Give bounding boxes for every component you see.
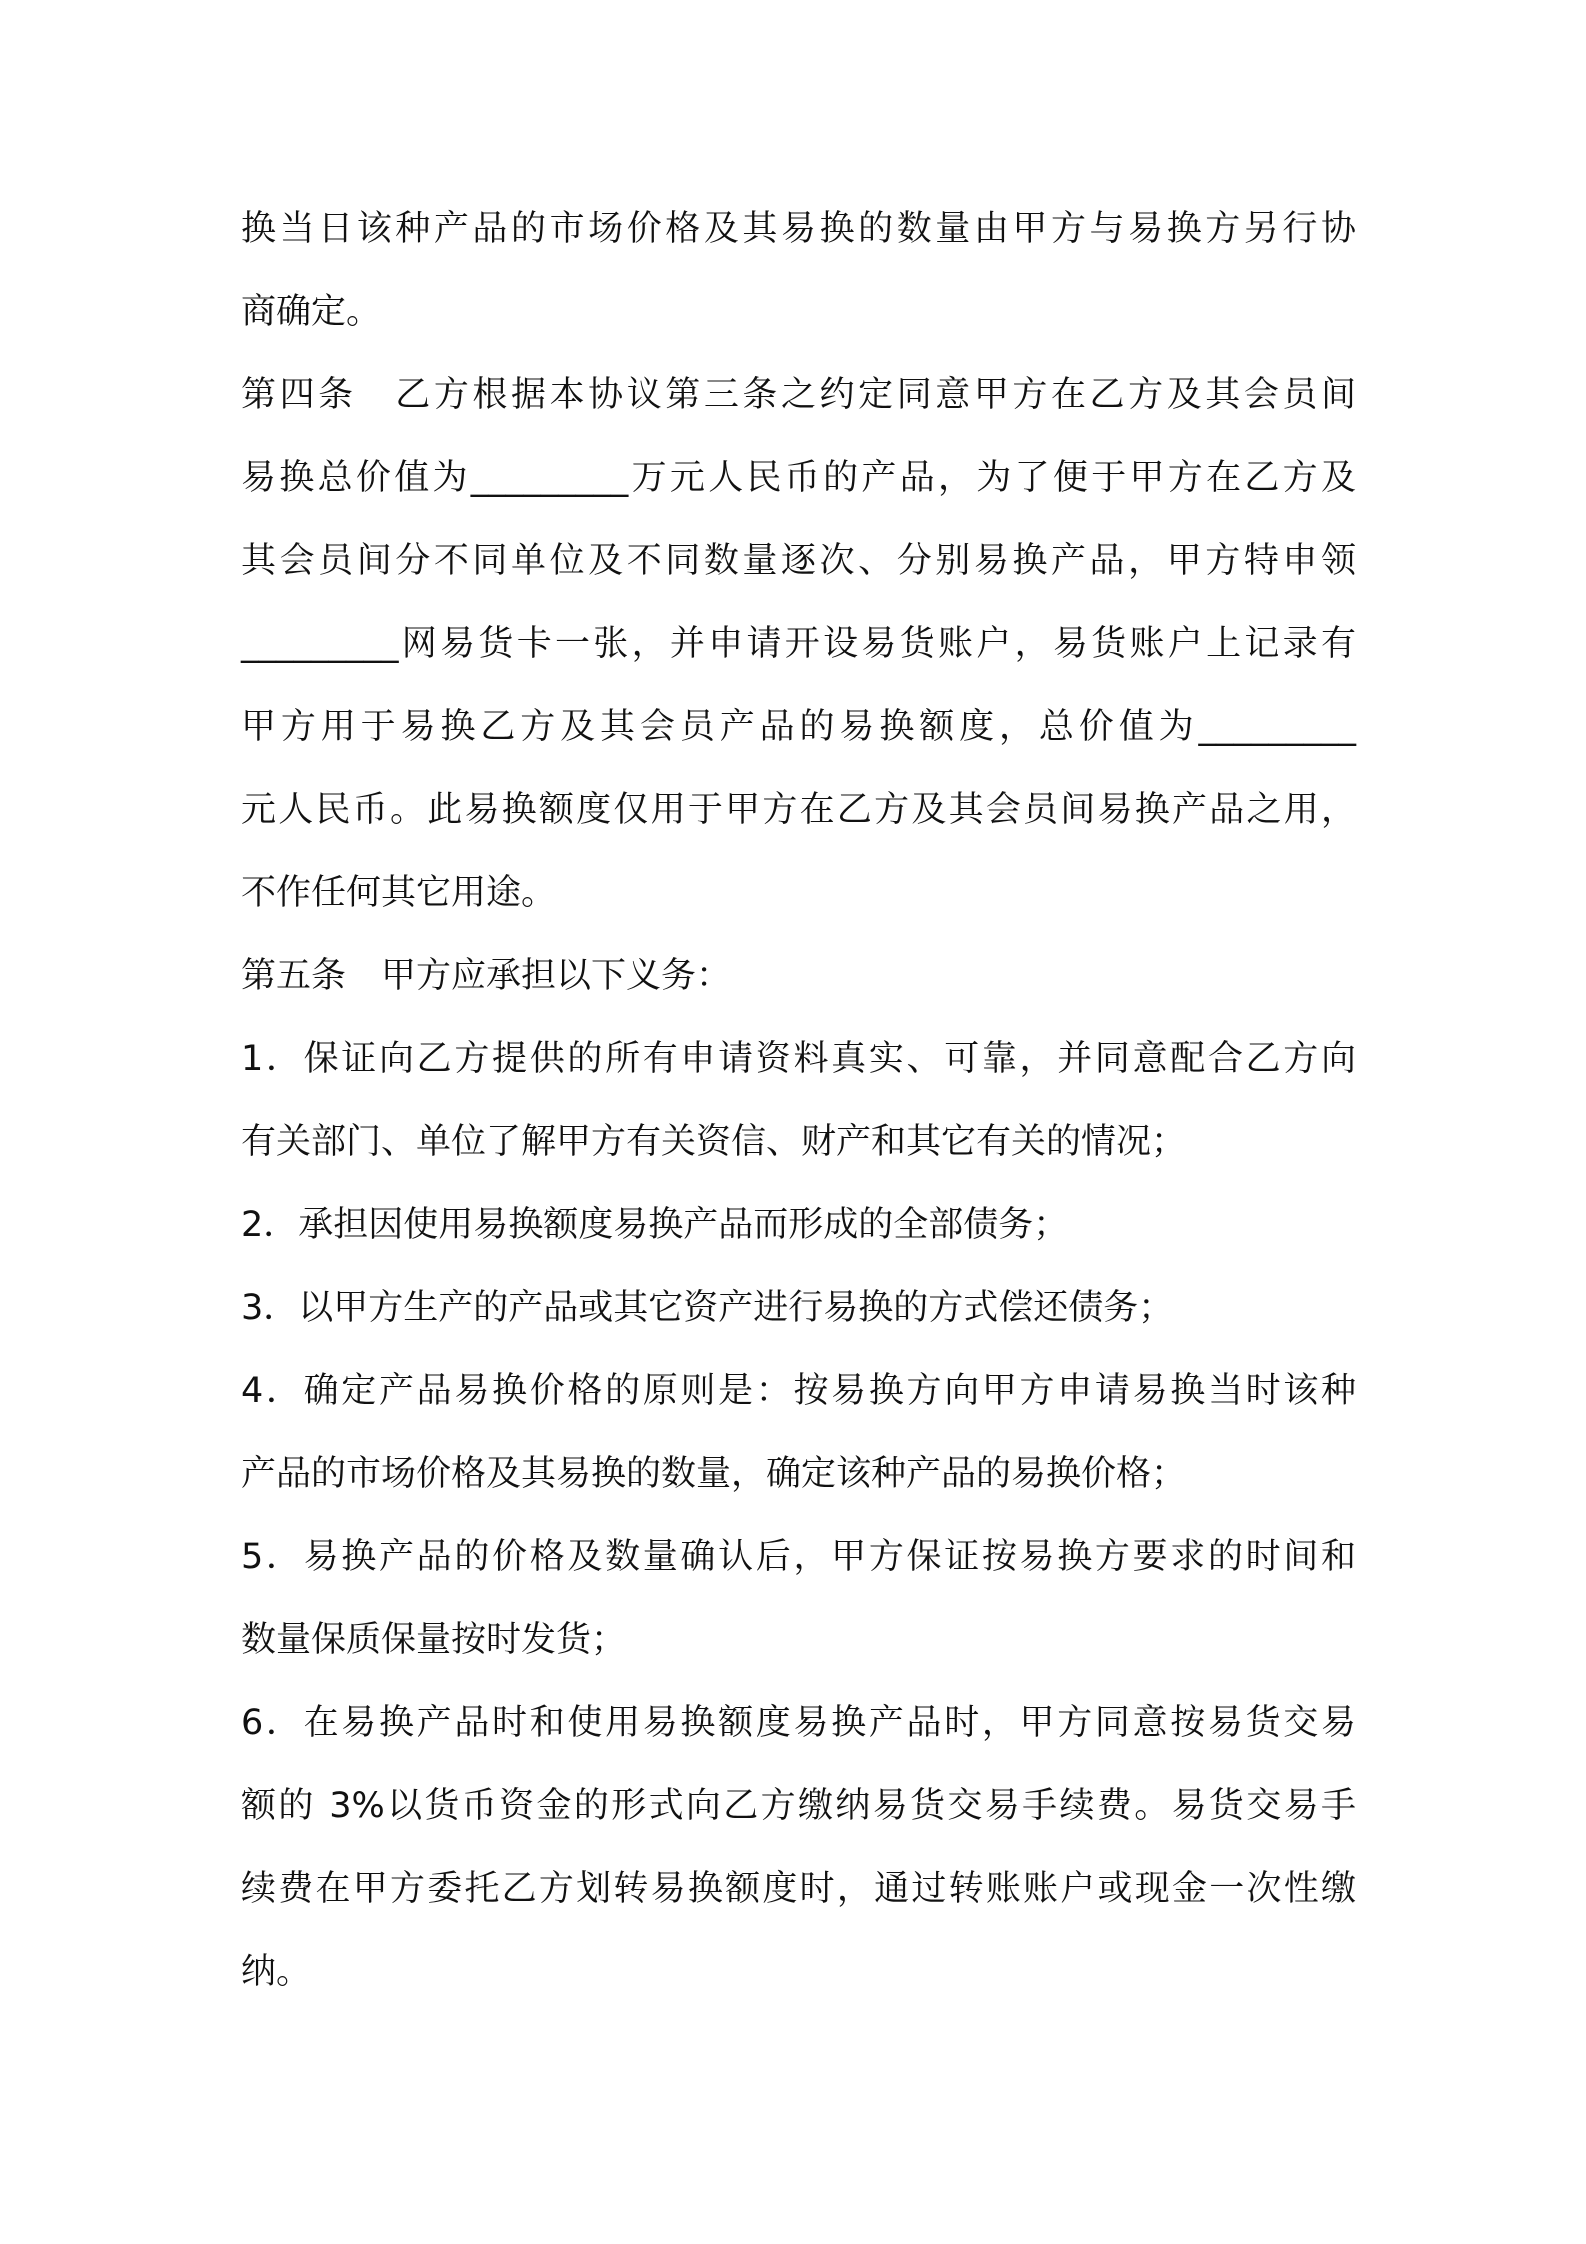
text-line: 其会员间分不同单位及不同数量逐次、分别易换产品，甲方特申领 <box>241 541 1356 581</box>
list-item-3: 3．以甲方生产的产品或其它资产进行易换的方式偿还债务； <box>241 1288 1174 1328</box>
text-line: 额的 3%以货币资金的形式向乙方缴纳易货交易手续费。易货交易手 <box>241 1786 1356 1826</box>
text-line: 有关部门、单位了解甲方有关资信、财产和其它有关的情况； <box>241 1122 1187 1162</box>
article-4-heading-line: 第四条 乙方根据本协议第三条之约定同意甲方在乙方及其会员间 <box>241 375 1356 415</box>
list-item-1: 1．保证向乙方提供的所有申请资料真实、可靠，并同意配合乙方向 <box>241 1039 1356 1079</box>
text-line: 元人民币。此易换额度仅用于甲方在乙方及其会员间易换产品之用， <box>241 790 1356 830</box>
text-line: 商确定。 <box>241 292 382 332</box>
list-item-4: 4．确定产品易换价格的原则是：按易换方向甲方申请易换当时该种 <box>241 1371 1356 1411</box>
list-item-2: 2．承担因使用易换额度易换产品而形成的全部债务； <box>241 1205 1069 1245</box>
text-line: _________网易货卡一张，并申请开设易货账户，易货账户上记录有 <box>241 624 1356 664</box>
text-line: 不作任何其它用途。 <box>241 873 557 913</box>
list-item-6: 6．在易换产品时和使用易换额度易换产品时，甲方同意按易货交易 <box>241 1703 1356 1743</box>
text-line: 纳。 <box>241 1952 312 1992</box>
text-line: 产品的市场价格及其易换的数量，确定该种产品的易换价格； <box>241 1454 1187 1494</box>
text-line: 易换总价值为_________万元人民币的产品，为了便于甲方在乙方及 <box>241 458 1356 498</box>
text-line: 甲方用于易换乙方及其会员产品的易换额度，总价值为_________ <box>241 707 1356 747</box>
text-line: 续费在甲方委托乙方划转易换额度时，通过转账账户或现金一次性缴 <box>241 1869 1356 1909</box>
article-5-heading: 第五条 甲方应承担以下义务： <box>241 956 732 996</box>
text-line: 数量保质保量按时发货； <box>241 1620 627 1660</box>
list-item-5: 5．易换产品的价格及数量确认后，甲方保证按易换方要求的时间和 <box>241 1537 1356 1577</box>
text-line: 换当日该种产品的市场价格及其易换的数量由甲方与易换方另行协 <box>241 209 1356 249</box>
document-body <box>241 188 1356 2014</box>
